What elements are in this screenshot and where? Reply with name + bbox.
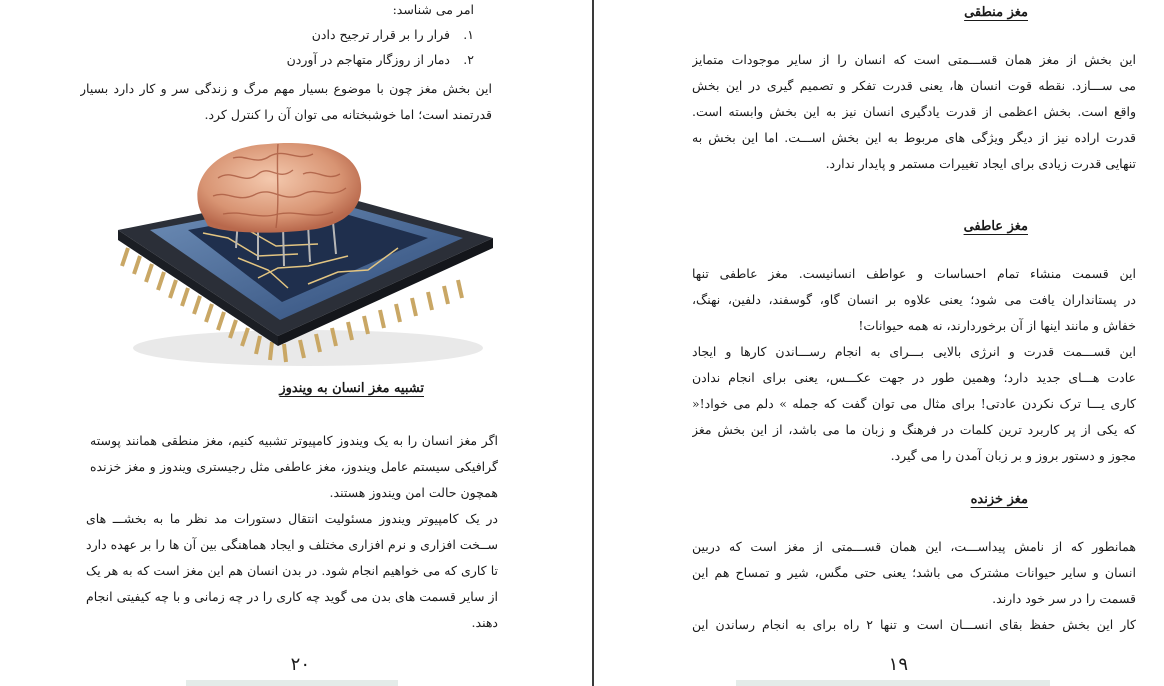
page-divider [592,0,594,686]
text-line: همچون حالت امن ویندوز هستند. [329,485,498,500]
text-line: انسان و سایر حیوانات مشترک می باشد؛ یعنی حتی مگس، شیر و تمساح هم این [692,565,1136,580]
text-line: این قسمت منشاء تمام احساسات و عواطف انسانیست. مغز عاطفی تنها [692,266,1136,281]
text-line: قدرت اراده نیز از دیگر ویژگی های مربوط به این بخش اســـت. اما این بخش به [692,130,1136,145]
list-number: ۱. [463,27,474,42]
text-line: از سایر قسمت های بدن می گوید چه کاری را در چه زمانی و با چه کیفیتی انجام [86,589,498,604]
text-line: این بخش از مغز همان قســـمتی است که انسان را از سایر موجودات متمایز [692,52,1136,67]
text-line: قدرتمند است؛ اما خوشبختانه می توان آن را کنترل کرد. [204,107,492,122]
list-number: ۲. [463,52,474,67]
text-line: گرافیکی سیستم عامل ویندوز، مغز عاطفی مثل رجیستری ویندوز و مغز خزنده [90,459,498,474]
text-line: کار این بخش حفظ بقای انســـان است و تنها ۲ راه برای به انجام رساندن این [692,617,1136,632]
text-line: اگر مغز انسان را به یک ویندوز کامپیوتر تشبیه کنیم، مغز منطقی همانند پوسته [90,433,498,448]
paragraph-emergency-control [80,76,492,128]
text-line: که یکی از پر کاربرد ترین کلمات در فرهنگ و زبان ما می باشد، از این بخش مغز [692,422,1136,437]
page-number: ۲۰ [290,654,310,675]
text-line: واقع است. بخش اعظمی از قدرت یادگیری انسان نیز به این بخش وابسته است. [692,104,1136,119]
page-number: ۱۹ [888,654,908,675]
text-line: می ســـازد. نقطه قوت انسان ها، یعنی قدرت تفکر و تصمیم گیری در این بخش [692,78,1136,93]
footer-bar [736,680,1050,686]
paragraph-windows-coordination [86,506,498,636]
text-line: تنهایی قدرت زیادی برای ایجاد تغییرات مستمر و پایدار ندارد. [825,156,1136,171]
paragraph-windows-analogy [90,428,498,506]
text-line: ســخت افزاری و نرم افزاری مختلف و ایجاد هماهنگی بین آن ها را بر عهده دارد [86,537,498,552]
list-item-2 [287,52,474,67]
intro-text: امر می شناسد: [392,2,474,17]
text-line: همانطور که از نامش پیداســـت، این همان قســـمتی از مغز است که دربین [692,539,1136,554]
paragraph-reptilian-brain [692,534,1136,638]
text-line: این بخش مغز چون با موضوع بسیار مهم مرگ و زندگی سر و کار دارد بسیار [80,81,492,96]
text-line: دهند. [471,615,498,630]
paragraph-emotional-brain [692,261,1136,469]
heading-reptilian-brain: مغز خزنده [970,492,1028,507]
text-line: عادت هـــای جدید دارد؛ وهمین طور در جهت عکـــس، یعنی برای انجام ندادن [692,370,1136,385]
list-item-1 [312,27,474,42]
text-line: کاری یـــا ترک نکردن عادتی! برای مثال می توان گفت که جمله » دلم می خواد!« [692,396,1136,411]
heading-logical-brain: مغز منطقی [964,5,1028,20]
text-line: این قســـمت قدرت و انرژی بالایی بـــرای به انجام رســـاندن کارها و ایجاد [692,344,1136,359]
heading-emotional-brain: مغز عاطفی [963,219,1028,234]
paragraph-logical-brain [692,47,1136,177]
image-caption: تشبیه مغز انسان به ویندوز [279,381,424,396]
brain-on-chip-image [108,138,498,370]
text-line: تا کاری که می خواهیم انجام شود. در بدن انسان هم این مغز است که به هر یک [86,563,498,578]
text-line: در یک کامپیوتر ویندوز مسئولیت انتقال دستورات مد نظر ما به بخشـــ های [86,511,498,526]
text-line: در پستانداران یافت می شود؛ یعنی علاوه بر انسان گاو، گوسفند، دلفین، نهنگ، [692,292,1136,307]
list-text: فرار را بر قرار ترجیح دادن [311,27,450,42]
right-page [596,0,1164,686]
footer-bar [186,680,398,686]
list-text: دمار از روزگار متهاجم در آوردن [286,52,450,67]
text-line: مجوز و دستور بروز و بر زبان آمدن را می گیرد. [890,448,1136,463]
text-line: خفاش و مانند اینها از آن برخوردارند، نه همه حیوانات! [858,318,1136,333]
text-line: قسمت را در سر خود دارند. [992,591,1136,606]
